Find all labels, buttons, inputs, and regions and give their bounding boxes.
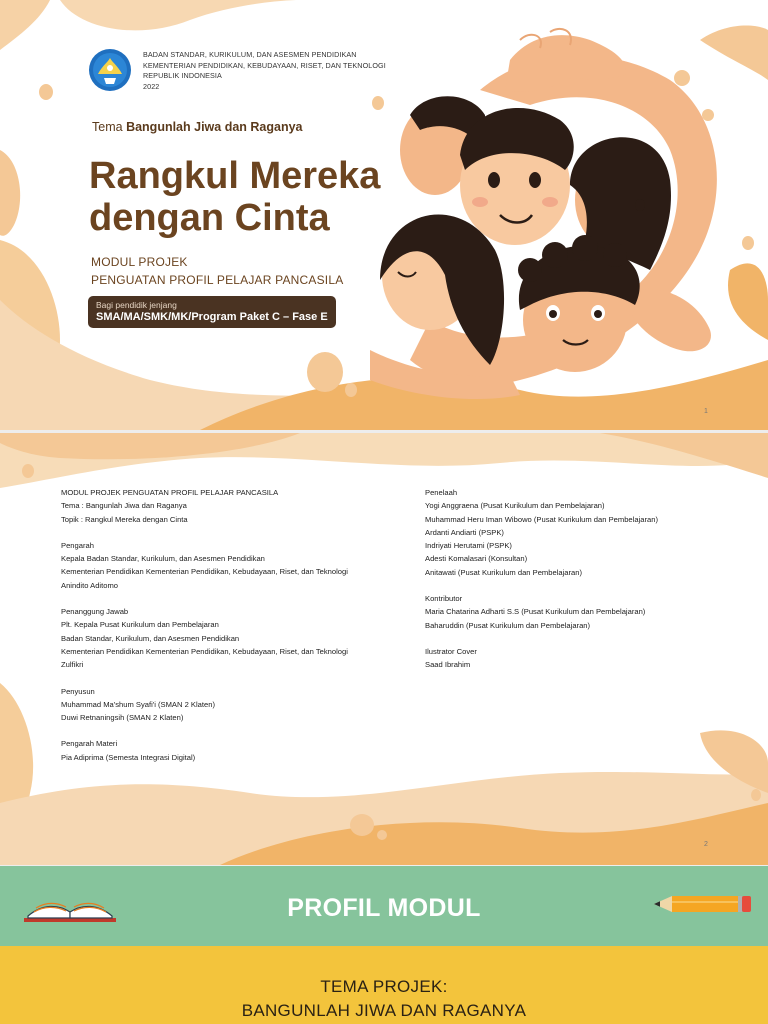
subtitle-line-1: MODUL PROJEK <box>91 255 188 269</box>
pencil-icon <box>654 894 752 919</box>
credit-line: Muhammad Heru Iman Wibowo (Pusat Kurikulum dan Pembelajaran) <box>425 514 658 524</box>
credit-line: Muhammad Ma'shum Syafi'i (SMAN 2 Klaten) <box>61 699 215 709</box>
org-line-3: REPUBLIK INDONESIA <box>143 71 222 80</box>
tema-projek-label: TEMA PROJEK: <box>320 977 448 996</box>
cover-page <box>0 0 768 430</box>
credit-pengarah-materi-heading: Pengarah Materi <box>61 739 118 749</box>
credit-kontributor-heading: Kontributor <box>425 594 463 604</box>
profil-modul-title: PROFIL MODUL <box>287 894 481 922</box>
page-number-1: 1 <box>704 408 708 415</box>
credit-line: Kementerian Pendidikan Kementerian Pendidikan, Kebudayaan, Riset, dan Teknologi <box>61 567 348 577</box>
org-line-1: BADAN STANDAR, KURIKULUM, DAN ASESMEN PENDIDIKAN <box>143 50 357 59</box>
credit-line: Pia Adiprima (Semesta Integrasi Digital) <box>61 752 196 762</box>
org-line-2: KEMENTERIAN PENDIDIKAN, KEBUDAYAAN, RISET, DAN TEKNOLOGI <box>143 60 386 70</box>
cover-title <box>89 155 380 239</box>
credit-line: Ardanti Andiarti (PSPK) <box>425 527 504 537</box>
credit-penelaah-heading: Penelaah <box>425 488 458 497</box>
credit-topik: Topik : Rangkul Mereka dengan Cinta <box>61 514 188 524</box>
credit-line: Kementerian Pendidikan Kementerian Pendidikan, Kebudayaan, Riset, dan Teknologi <box>61 646 348 656</box>
credit-line: Saad Ibrahim <box>425 660 471 670</box>
credit-line: Baharuddin (Pusat Kurikulum dan Pembelajaran) <box>425 620 591 630</box>
credit-line: Zulfikri <box>61 660 84 670</box>
page-number-2: 2 <box>704 841 708 848</box>
credit-line: Indriyati Herutami (PSPK) <box>425 541 512 551</box>
credits-left-column <box>61 486 348 764</box>
credit-line: Yogi Anggraena (Pusat Kurikulum dan Pembelajaran) <box>425 501 605 511</box>
tema-projek-value: BANGUNLAH JIWA DAN RAGANYA <box>241 1001 527 1020</box>
credit-line: Maria Chatarina Adharti S.S (Pusat Kurikulum dan Pembelajaran) <box>425 607 646 617</box>
title-line-2: dengan Cinta <box>89 197 330 239</box>
credit-penanggung-jawab-heading: Penanggung Jawab <box>61 607 129 617</box>
tema-value: Bangunlah Jiwa dan Raganya <box>126 120 303 134</box>
tema-label: Tema <box>92 120 123 134</box>
title-line-1: Rangkul Mereka <box>89 155 381 197</box>
credit-penyusun-heading: Penyusun <box>61 686 95 696</box>
credits-page <box>0 433 768 865</box>
credit-line: Anitawati (Pusat Kurikulum dan Pembelajaran) <box>425 567 583 577</box>
credit-line: Adesti Komalasari (Konsultan) <box>425 554 528 564</box>
credits-right-column <box>425 486 658 672</box>
credit-line: Kepala Badan Standar, Kurikulum, dan Asesmen Pendidikan <box>61 554 265 564</box>
audience-badge <box>88 296 336 328</box>
children-hug-illustration <box>370 20 768 420</box>
cover-subtitle <box>91 253 343 289</box>
credit-line: Anindito Aditomo <box>61 580 118 590</box>
credit-tema: Tema : Bangunlah Jiwa dan Raganya <box>61 501 187 511</box>
credit-ilustrator-heading: Ilustrator Cover <box>425 646 477 656</box>
org-year: 2022 <box>143 81 160 91</box>
tut-wuri-handayani-logo <box>88 48 132 92</box>
audience-label: Bagi pendidik jenjang <box>96 300 177 310</box>
cover-tema <box>92 120 303 134</box>
credit-line: Duwi Retnaningsih (SMAN 2 Klaten) <box>61 713 184 723</box>
credit-line: Badan Standar, Kurikulum, dan Asesmen Pendidikan <box>61 633 240 643</box>
credit-pengarah-heading: Pengarah <box>61 540 94 550</box>
credit-line: Plt. Kepala Pusat Kurikulum dan Pembelajaran <box>61 620 219 630</box>
credit-heading-module: MODUL PROJEK PENGUATAN PROFIL PELAJAR PANCASILA <box>61 488 279 497</box>
audience-value: SMA/MA/SMK/MK/Program Paket C – Fase E <box>96 311 328 323</box>
subtitle-line-2: PENGUATAN PROFIL PELAJAR PANCASILA <box>91 273 344 287</box>
tema-projek-section <box>0 946 768 1024</box>
organization-block <box>143 50 386 92</box>
profil-modul-banner <box>0 866 768 946</box>
